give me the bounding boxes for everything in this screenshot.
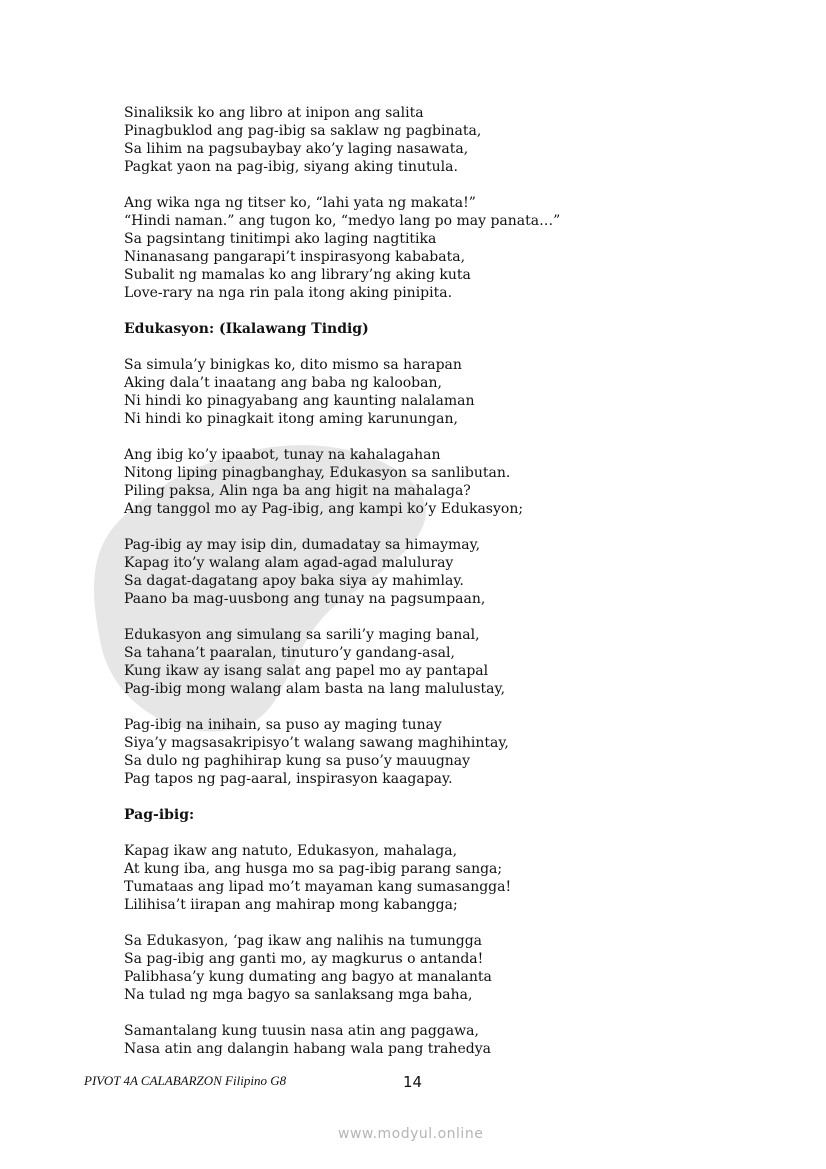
poem-line: Ni hindi ko pinagkait itong aming karunungan,	[124, 411, 458, 427]
poem-line: Edukasyon ang simulang sa sarili’y maging banal,	[124, 627, 480, 643]
poem-line: Sa pag-ibig ang ganti mo, ay magkurus o antanda!	[124, 951, 484, 967]
stanza	[124, 104, 560, 176]
poem-line: Ang tanggol mo ay Pag-ibig, ang kampi ko’y Edukasyon;	[124, 501, 524, 517]
stanza	[124, 716, 560, 788]
poem-line: Pag-ibig na inihain, sa puso ay maging tunay	[124, 717, 442, 733]
poem-line: Kapag ikaw ang natuto, Edukasyon, mahalaga,	[124, 843, 458, 859]
poem-line: At kung iba, ang husga mo sa pag-ibig parang sanga;	[124, 861, 503, 877]
poem-line: Ang wika nga ng titser ko, “lahi yata ng makata!”	[124, 195, 476, 211]
poem-line: Pag tapos ng pag-aaral, inspirasyon kaagapay.	[124, 771, 453, 787]
poem-line: Na tulad ng mga bagyo sa sanlaksang mga baha,	[124, 987, 473, 1003]
stanza	[124, 1022, 560, 1058]
poem-line: Ni hindi ko pinagyabang ang kaunting nalalaman	[124, 393, 475, 409]
poem-line: Tumataas ang lipad mo’t mayaman kang sumasangga!	[124, 879, 512, 895]
poem-line: Siya’y magsasakripisyo’t walang sawang maghihintay,	[124, 735, 509, 751]
stanza	[124, 626, 560, 698]
poem-line: Aking dala’t inaatang ang baba ng kalooban,	[124, 375, 442, 391]
poem-line: Palibhasa’y kung dumating ang bagyo at manalanta	[124, 969, 492, 985]
poem-line: Sa simula’y binigkas ko, dito mismo sa harapan	[124, 357, 462, 373]
poem-line: Paano ba mag-uusbong ang tunay na pagsumpaan,	[124, 591, 486, 607]
stanza	[124, 536, 560, 608]
section-heading: Pag-ibig:	[124, 807, 195, 823]
poem-line: Kung ikaw ay isang salat ang papel mo ay pantapal	[124, 663, 489, 679]
poem-line: Pag-ibig mong walang alam basta na lang malulustay,	[124, 681, 506, 697]
poem-line: Sa tahana’t paaralan, tinuturo’y gandang-asal,	[124, 645, 455, 661]
page-number: 14	[403, 1073, 423, 1091]
poem-line: Pinagbuklod ang pag-ibig sa saklaw ng pagbinata,	[124, 123, 482, 139]
stanza	[124, 932, 560, 1004]
poem-line: “Hindi naman.” ang tugon ko, “medyo lang po may panata…”	[124, 213, 561, 229]
stanza	[124, 446, 560, 518]
poem-line: Love-rary na nga rin pala itong aking pinipita.	[124, 285, 453, 301]
stanza	[124, 842, 560, 914]
poem-line: Lilihisa’t iirapan ang mahirap mong kabangga;	[124, 897, 458, 913]
poem-line: Nasa atin ang dalangin habang wala pang trahedya	[124, 1041, 491, 1057]
poem-line: Sa lihim na pagsubaybay ako’y laging nasawata,	[124, 141, 469, 157]
stanza	[124, 356, 560, 428]
poem-line: Sa dagat-dagatang apoy baka siya ay mahimlay.	[124, 573, 464, 589]
poem-line: Pagkat yaon na pag-ibig, siyang aking tinutula.	[124, 159, 458, 175]
website-watermark: www.modyul.online	[338, 1126, 484, 1142]
footer-module-title: PIVOT 4A CALABARZON Filipino G8	[84, 1073, 287, 1088]
stanza	[124, 194, 560, 302]
poem-line: Sa dulo ng paghihirap kung sa puso’y mauugnay	[124, 753, 471, 769]
poem-body	[124, 104, 560, 1076]
poem-line: Sinaliksik ko ang libro at inipon ang salita	[124, 105, 424, 121]
poem-line: Kapag ito’y walang alam agad-agad maluluray	[124, 555, 454, 571]
poem-line: Subalit ng mamalas ko ang library’ng aking kuta	[124, 267, 471, 283]
section-heading: Edukasyon: (Ikalawang Tindig)	[124, 321, 369, 337]
poem-line: Sa pagsintang tinitimpi ako laging nagtitika	[124, 231, 437, 247]
poem-line: Sa Edukasyon, ‘pag ikaw ang nalihis na tumungga	[124, 933, 483, 949]
poem-line: Samantalang kung tuusin nasa atin ang paggawa,	[124, 1023, 479, 1039]
poem-line: Ninanasang pangarapi’t inspirasyong kababata,	[124, 249, 466, 265]
poem-line: Piling paksa, Alin nga ba ang higit na mahalaga?	[124, 483, 471, 499]
poem-line: Ang ibig ko’y ipaabot, tunay na kahalagahan	[124, 447, 441, 463]
poem-line: Nitong liping pinagbanghay, Edukasyon sa sanlibutan.	[124, 465, 511, 481]
poem-line: Pag-ibig ay may isip din, dumadatay sa himaymay,	[124, 537, 481, 553]
